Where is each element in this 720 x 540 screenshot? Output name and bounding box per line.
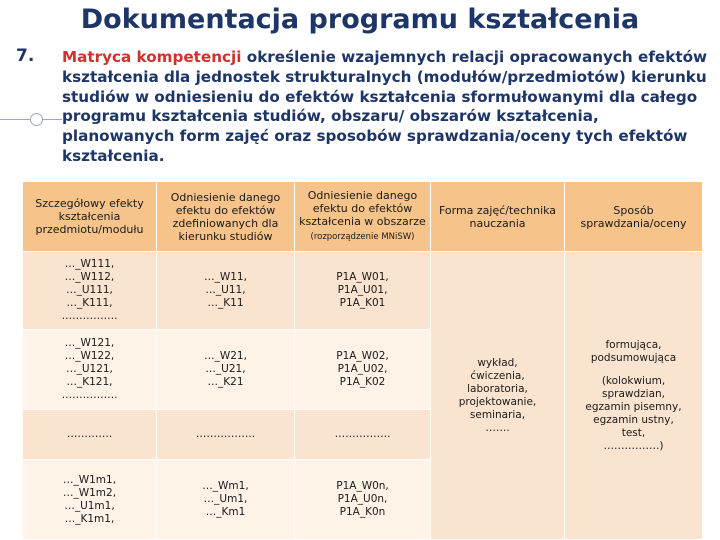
cell-line: seminaria,: [469, 408, 526, 421]
cell-line: …_Km1: [205, 506, 246, 518]
cell-line: …………….): [603, 439, 664, 452]
cell-line: …_K11: [207, 297, 244, 309]
cell-line: …_W121,: [64, 337, 115, 349]
cell-line: …_W1m1,: [62, 473, 117, 486]
cell-program-reference: [157, 410, 295, 460]
cell-line: …………….: [61, 389, 118, 401]
cell-area-reference: [295, 410, 431, 460]
cell-line: …_K111,: [66, 297, 113, 309]
cell-line: …_U111,: [66, 284, 113, 296]
cell-line: egzamin pisemny,: [585, 400, 682, 413]
cell-line: ćwiczenia,: [470, 369, 525, 382]
decorative-circle-icon: [30, 113, 43, 126]
cell-program-reference: [157, 330, 295, 410]
cell-area-reference: [295, 252, 431, 330]
header-effects: Szczegółowy efekty kształcenia przedmiotu/modułu: [23, 182, 157, 252]
cell-line: …_K121,: [66, 376, 113, 388]
table-header-row: [23, 182, 703, 252]
cell-area-reference: [295, 460, 431, 540]
cell-line: …_W1m2,: [62, 486, 117, 499]
cell-line: …_U21,: [205, 363, 246, 375]
cell-line: …_Um1,: [203, 493, 248, 505]
header-sposob: Sposób sprawdzania/oceny: [565, 182, 703, 252]
header-program-reference: Odniesienie danego efektu do efektów zdefiniowanych dla kierunku studiów: [157, 182, 295, 252]
cell-effects: [23, 410, 157, 460]
cell-line: egzamin ustny,: [593, 413, 674, 426]
cell-spacer: [567, 365, 700, 375]
cell-line: …_W11,: [204, 271, 247, 283]
cell-line: P1A_K02: [339, 376, 386, 388]
cell-line: P1A_U02,: [337, 363, 388, 375]
cell-line: …_W21,: [204, 350, 247, 362]
cell-line: …_K1m1,: [64, 512, 115, 525]
cell-line: ……………..: [195, 428, 256, 440]
cell-line: formująca,: [605, 338, 662, 351]
cell-line: …_U1m1,: [64, 499, 115, 512]
header-area-reference-label: Odniesienie danego efektu do efektów kształcenia w obszarze: [299, 189, 426, 228]
header-forma: Forma zajęć/technika nauczania: [431, 182, 565, 252]
cell-line: …………….: [61, 310, 118, 322]
cell-effects: [23, 252, 157, 330]
cell-effects: [23, 460, 157, 540]
cell-effects: [23, 330, 157, 410]
cell-line: …_U121,: [66, 363, 113, 375]
header-area-reference-note: (rozporządzenie MNiSW): [310, 232, 415, 242]
cell-line: P1A_W01,: [336, 271, 389, 283]
intro-highlight: Matryca kompetencji: [62, 48, 242, 66]
cell-line: laboratoria,: [467, 382, 528, 395]
cell-line: …_Wm1,: [202, 480, 249, 492]
intro-text: określenie wzajemnych relacji opracowanych efektów kształcenia dla jednostek strukturalnych (modułów/przedmiotów) kierunku studiów w odniesieniu do efektów kształcenia sformułowanymi dla całego programu kształcenia studiów, obszaru/ obszarów kształcenia, planowanych form zajęć oraz sposobów sprawdzania/oceny tych efektów kształcenia.: [62, 48, 708, 165]
cell-line: P1A_W0n,: [336, 480, 389, 492]
cell-line: P1A_W02,: [336, 350, 389, 362]
cell-line: …_W122,: [64, 350, 115, 362]
header-area-reference: [295, 182, 431, 252]
cell-line: …_U11,: [205, 284, 246, 296]
cell-line: P1A_K0n: [339, 506, 386, 518]
table-row: [23, 252, 703, 330]
cell-line: …_K21: [207, 376, 244, 388]
cell-line: P1A_K01: [339, 297, 386, 309]
intro-paragraph: [62, 48, 712, 167]
cell-program-reference: [157, 460, 295, 540]
cell-line: test,: [621, 426, 646, 439]
cell-line: (kolokwium,: [601, 374, 666, 387]
cell-line: wykład,: [477, 356, 518, 369]
cell-line: ………….: [66, 428, 113, 440]
competence-matrix-table: [22, 181, 703, 540]
cell-line: …_W112,: [64, 271, 115, 283]
cell-line: …_W111,: [64, 258, 115, 270]
cell-line: P1A_U01,: [337, 284, 388, 296]
item-number: 7.: [16, 46, 35, 66]
cell-area-reference: [295, 330, 431, 410]
cell-line: sprawdzian,: [602, 387, 665, 400]
cell-sposob-merged: [565, 252, 703, 540]
cell-line: podsumowująca: [590, 351, 677, 364]
cell-program-reference: [157, 252, 295, 330]
cell-forma-merged: [431, 252, 565, 540]
page-title: Dokumentacja programu kształcenia: [80, 4, 640, 35]
cell-line: …….: [485, 421, 510, 434]
cell-line: projektowanie,: [458, 395, 537, 408]
cell-line: …………….: [334, 428, 391, 440]
cell-line: P1A_U0n,: [337, 493, 388, 505]
